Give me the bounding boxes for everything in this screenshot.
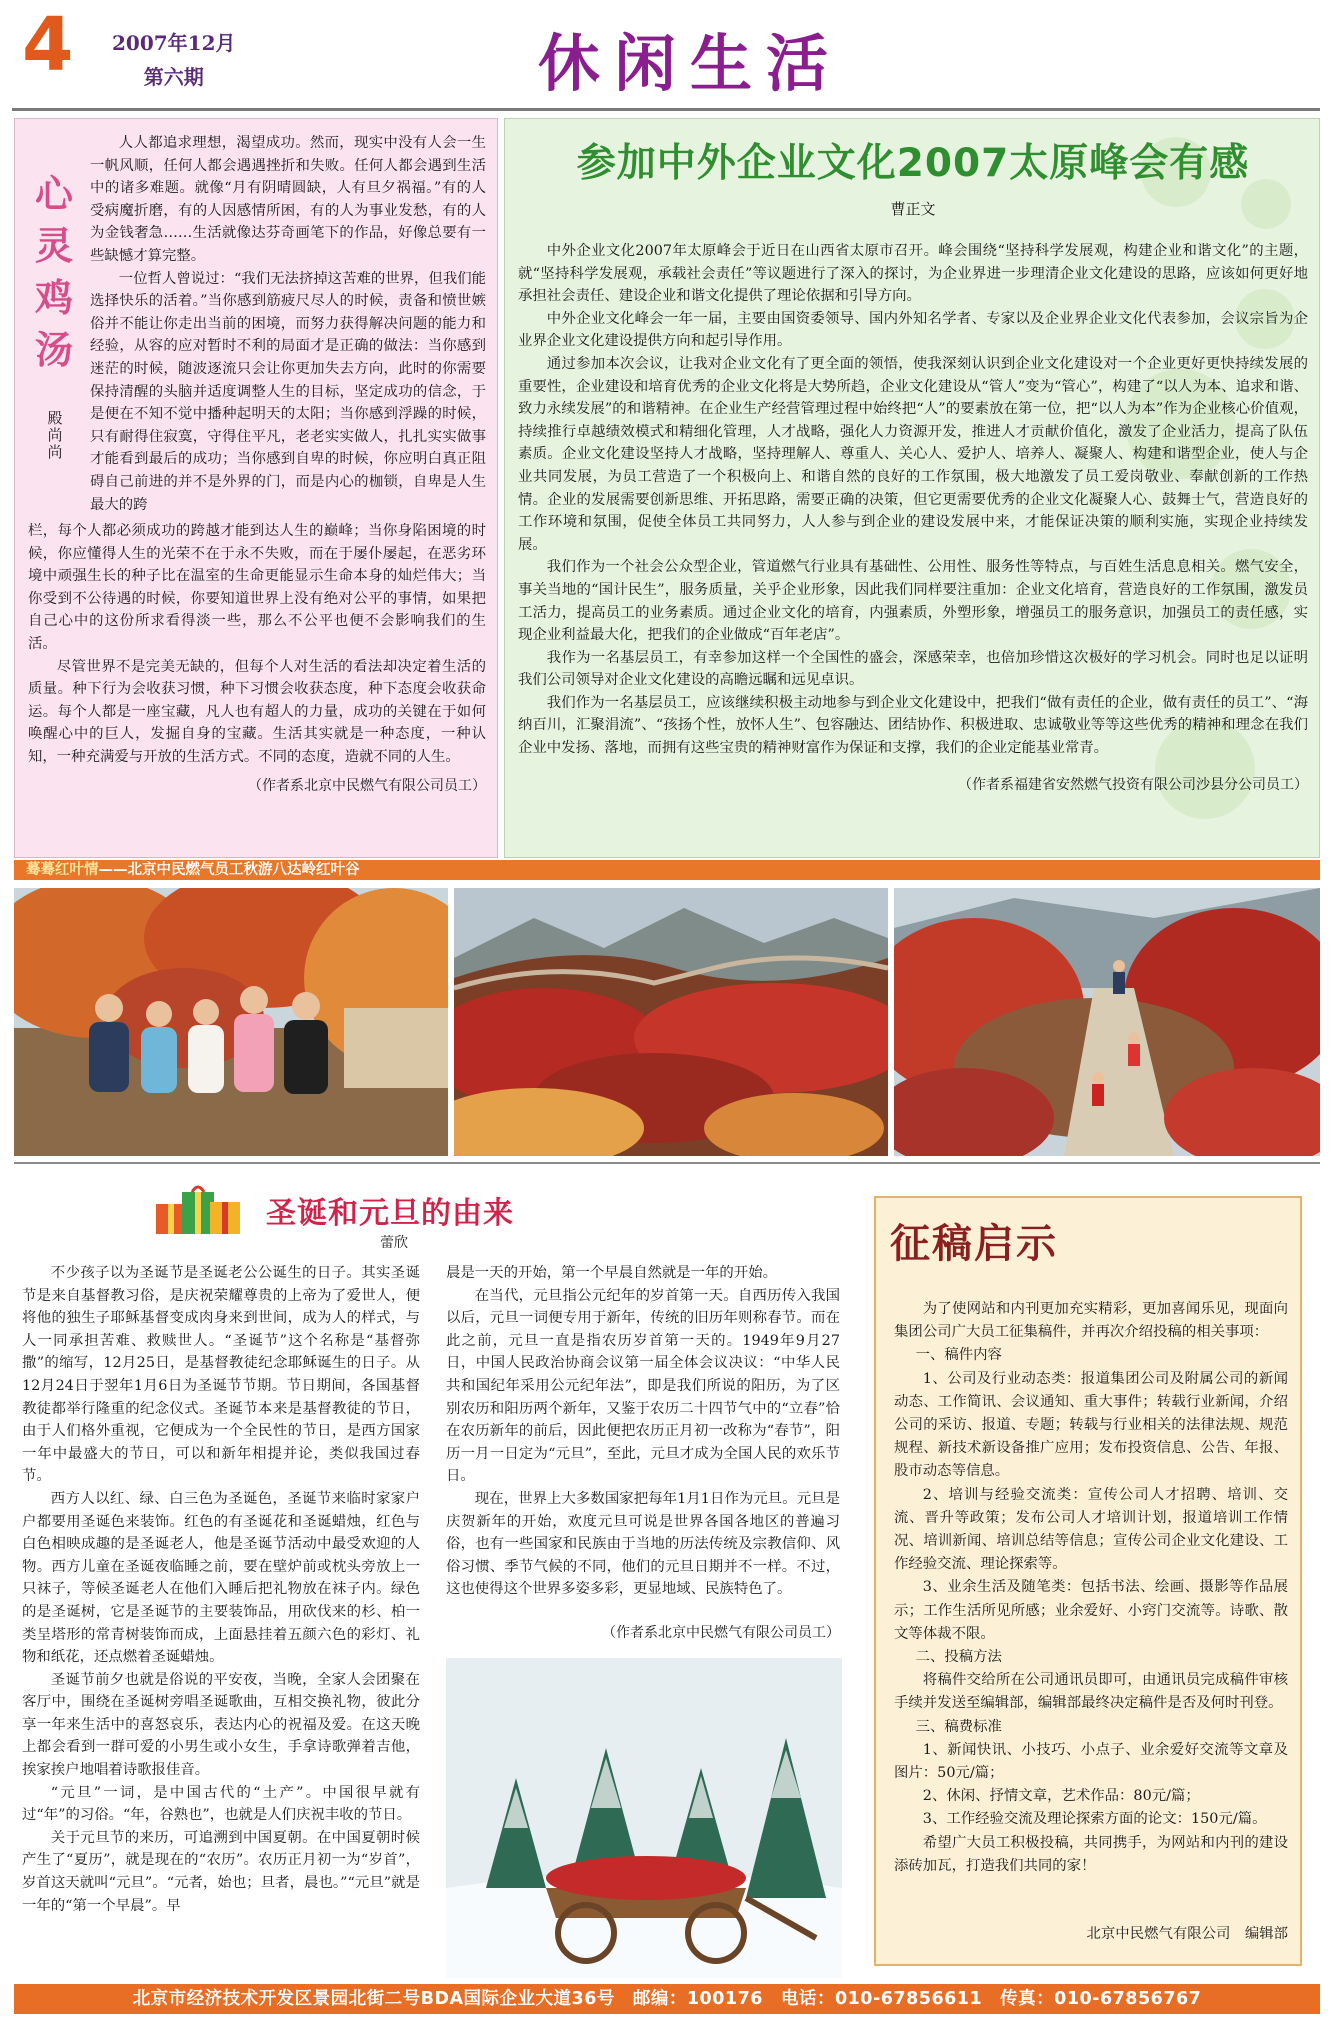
winter-cart-illustration bbox=[446, 1658, 842, 1978]
paragraph: 尽管世界不是完美无缺的，但每个人对生活的看法却决定着生活的质量。种下行为会收获习惯，种下习惯会收获态度，种下态度会收获命运。每个人都是一座宝藏，凡人也有超人的力量，成功的关键在于如何唤醒心中的巨人，发掘自身的宝藏。生活其实就是一种态度，一种认知，一种充满爱与开放的生活方式。不同的态度，造就不同的人生。 bbox=[28, 658, 486, 765]
call-for-submissions-body bbox=[894, 1298, 1288, 1878]
header-divider bbox=[12, 108, 1320, 111]
paragraph: 2、培训与经验交流类：宣传公司人才招聘、培训、交流、晋升等政策；发布公司人才培训计划，报道培训工作情况、培训新闻、培训总结等信息；宣传公司企业文化建设、工作经验交流、理论探索等。 bbox=[894, 1486, 1288, 1573]
paragraph: 人人都追求理想，渴望成功。然而，现实中没有人会一生一帆风顺，任何人都会遇遇挫折和失败。任何人都会遇到生活中的诸多难题。就像“月有阴晴圆缺，人有旦夕祸福。”有的人受病魔折磨，有的人因感情所困，有的人为事业发愁，有的人为金钱奢急……生活就像达芬奇画笔下的作品，好像总要有一些缺憾才算完整。 bbox=[90, 135, 486, 264]
paragraph: 关于元旦节的来历，可追溯到中国夏朝。在中国夏朝时候产生了“夏历”，就是现在的“农历”。农历正月初一为“岁首”，岁首这天就叫“元旦”。“元者，始也；旦者，晨也。”“元旦”就是一年的“第一个早晨”。早 bbox=[22, 1829, 420, 1914]
paragraph: “元旦”一词，是中国古代的“土产”。中国很早就有过“年”的习俗。“年，谷熟也”，也就是人们庆祝丰收的节日。 bbox=[22, 1784, 420, 1824]
page-number: 4 bbox=[22, 2, 74, 88]
paragraph: 我们作为一名基层员工，应该继续积极主动地参与到企业文化建设中，把我们“做有责任的企业，做有责任的员工”、“海纳百川，汇聚涓流”、“孩扬个性，放怀人生”、包容融达、团结协作、积极进取、忠诚敬业等等这些优秀的精神和理念在我们企业中发扬、落地，而拥有这些宝贵的精神财富作为保证和支撑，我们的企业定能基业常青。 bbox=[518, 694, 1308, 757]
issue-date-block bbox=[112, 26, 236, 94]
paragraph: 中外企业文化2007年太原峰会于近日在山西省太原市召开。峰会围绕“坚持科学发展观，构建企业和谐文化”的主题，就“坚持科学发展观，承载社会责任”等议题进行了深入的探讨，为企业界进一步理清企业文化建设的思路，应该如何更好地承担社会责任、建设企业和谐文化提供了理论依据和引导方向。 bbox=[518, 243, 1308, 305]
soul-column-author: 殿尚尚 bbox=[47, 409, 63, 461]
section-masthead: 休闲生活 bbox=[537, 27, 842, 100]
paragraph: 1、公司及行业动态类：报道集团公司及附属公司的新闻动态、工作简讯、会议通知、重大事件；转载行业新闻，介绍公司的采访、报道、专题；转载与行业相关的法律法规、规范规程、新技术新设备推广应用；发布投资信息、公告、年报、股市动态等信息。 bbox=[894, 1370, 1288, 1480]
paragraph: 通过参加本次会议，让我对企业文化有了更全面的领悟，使我深刻认识到企业文化建设对一个企业更好更快持续发展的重要性，企业建设和培育优秀的企业文化将是大势所趋，企业文化建设从“管人”变为“管心”，构建了“以人为本、追求和谐、致力永续发展”的和谐精神。在企业生产经营管理过程中始终把“人”的要素放在第一位，把“以人为本”作为企业核心价值观，持续推行卓越绩效模式和精细化管理，人才战略，强化人力资源开发，推进人才贡献价值化，激发了企业活力，提高了队伍素质。企业文化建设坚持人才战略，坚持理解人、尊重人、关心人、爱护人、培养人、凝聚人、构建和谐型企业，使人与企业共同发展，为员工营造了一个积极向上、和谐自然的良好的工作氛围，极大地激发了员工爱岗敬业、奉献创新的工作热情。企业的发展需要创新思维、开拓思路，需要正确的决策，但它更需要优秀的企业文化凝聚人心、鼓舞士气，营造良好的工作环境和氛围，促使全体员工共同努力，人人参与到企业的建设发展中来，才能保证决策的顺利实施，实现企业持续发展。 bbox=[518, 355, 1308, 553]
soul-column-body-top bbox=[90, 132, 486, 516]
photo-caption-highlight: 蓦蓦红叶情 bbox=[26, 862, 99, 878]
paragraph: 西方人以红、绿、白三色为圣诞色，圣诞节来临时家家户户都要用圣诞色来装饰。红色的有圣诞花和圣诞蜡烛，红色与白色相映成趣的是圣诞老人，他是圣诞节活动中最受欢迎的人物。西方儿童在圣诞夜临睡之前，要在壁炉前或枕头旁放上一只袜子，等候圣诞老人在他们入睡后把礼物放在袜子内。绿色的是圣诞树，它是圣诞节的主要装饰品，用砍伐来的杉、柏一类呈塔形的常青树装饰而成，上面悬挂着五颜六色的彩灯、礼物和纸花，还点燃着圣诞蜡烛。 bbox=[22, 1490, 420, 1666]
section-divider bbox=[14, 1162, 1320, 1164]
soul-column-body-bottom bbox=[28, 520, 486, 797]
paragraph: 在当代，元旦指公元纪年的岁首第一天。自西历传入我国以后，元旦一词便专用于新年，传统的旧历年则称春节。而在此之前，元旦一直是指农历岁首第一天的。1949年9月27日，中国人民政治协商会议第一届全体会议决议：“中华人民共和国纪年采用公元纪年法”，即是我们所说的阳历，为了区别农历和阳历两个新年，又鉴于农历二十四节气中的“立春”恰在农历新年的前后，因此便把农历正月初一改称为“春节”，阳历一月一日定为“元旦”，至此，元旦才成为全国人民的欢乐节日。 bbox=[446, 1287, 840, 1485]
soul-column-title: 心灵鸡汤 bbox=[34, 172, 73, 372]
paragraph: 将稿件交给所在公司通讯员即可，由通讯员完成稿件审核手续并发送至编辑部，编辑部最终决定稿件是否及何时刊登。 bbox=[894, 1672, 1288, 1712]
christmas-article-col1 bbox=[22, 1262, 420, 1917]
feature-article-title: 参加中外企业文化2007太原峰会有感 bbox=[576, 141, 1250, 186]
paragraph: 圣诞节前夕也就是俗说的平安夜，当晚，全家人会团聚在客厅中，围绕在圣诞树旁唱圣诞歌曲，互相交换礼物，彼此分享一年来生活中的喜怒哀乐，表达内心的祝福及爱。在这天晚上都会看到一群可爱的小男生或小女生，手拿诗歌弹着吉他，挨家挨户地唱着诗歌报佳音。 bbox=[22, 1671, 420, 1779]
paragraph: 栏，每个人都必须成功的跨越才能到达人生的巅峰；当你身陷困境的时候，你应懂得人生的光荣不在于永不失败，而在于屡仆屡起，在恶劣环境中顽强生长的种子比在温室的生命更能显示生命本身的灿烂伟大；当你受到不公待遇的时候，你要知道世界上没有绝对公平的事情，如果把自己心中的这份所求看得淡一些，那么不公平也便不会影响我们的生活。 bbox=[28, 523, 486, 652]
paragraph: 希望广大员工积极投稿，共同携手，为网站和内刊的建设添砖加瓦，打造我们共同的家！ bbox=[894, 1834, 1288, 1874]
paragraph: 3、业余生活及随笔类：包括书法、绘画、摄影等作品展示；工作生活所见所感；业余爱好、小窍门交流等。诗歌、散文等体裁不限。 bbox=[894, 1579, 1288, 1642]
feature-article-signature: （作者系福建省安然燃气投资有限公司沙县分公司员工） bbox=[958, 776, 1308, 793]
paragraph: 一位哲人曾说过：“我们无法挤掉这苦难的世界，但我们能选择快乐的活着。”当你感到筋疲尺尽人的时候，责备和愤世嫉俗并不能让你走出当前的困境，而努力获得解决问题的能力和经验，从容的应对暂时不利的局面才是正确的做法：当你感到迷茫的时候，随波逐流只会让你更加失去方向，此时的你需要保持清醒的头脑并适度调整人生的目标，坚定成功的信念，于是便在不知不觉中播种起明天的太阳；当你感到浮躁的时候，只有耐得住寂寞，守得住平凡，老老实实做人，扎扎实实做事才能看到最后的成功；当你感到自卑的时候，你应明白真正阻碍自己前进的并不是外界的门，而是内心的枷锁，自卑是人生最大的跨 bbox=[90, 270, 486, 513]
photo-caption bbox=[26, 860, 360, 880]
paragraph: 中外企业文化峰会一年一届，主要由国资委领导、国内外知名学者、专家以及企业界企业文化代表参加，会议宗旨为企业界企业文化建设提供方向和起引导作用。 bbox=[518, 310, 1308, 350]
christmas-article-signature: （作者系北京中民燃气有限公司员工） bbox=[602, 1625, 840, 1641]
issue-number: 第六期 bbox=[143, 65, 204, 89]
paragraph: 不少孩子以为圣诞节是圣诞老公公诞生的日子。其实圣诞节是来自基督教习俗，是庆祝荣耀尊贵的上帝为了爱世人，便将他的独生子耶稣基督变成肉身来到世间，成为人的样式，与人一同承担苦难、救赎世人。“圣诞节”这个名称是“基督弥撒”的缩写，12月25日，是基督教徒纪念耶稣诞生的日子。从12月24日于翌年1月6日为圣诞节节期。节日期间，各国基督教徒都举行隆重的纪念仪式。圣诞节本来是基督教徒的节日，由于人们格外重视，它便成为一个全民性的节日，是西方国家一年中最盛大的节日，可以和新年相提并论，类似我国过春节。 bbox=[22, 1265, 420, 1485]
christmas-article-title: 圣诞和元旦的由来 bbox=[266, 1196, 514, 1231]
section-heading: 一、稿件内容 bbox=[915, 1347, 1002, 1364]
paragraph: 1、新闻快讯、小技巧、小点子、业余爱好交流等文章及图片：50元/篇； bbox=[894, 1741, 1288, 1782]
issue-date: 2007年12月 bbox=[112, 31, 236, 55]
paragraph: 我作为一名基层员工，有幸参加这样一个全国性的盛会，深感荣幸，也倍加珍惜这次极好的学习机会。同时也足以证明我们公司领导对企业文化建设的高瞻远瞩和远见卓识。 bbox=[518, 649, 1308, 689]
group-photo bbox=[14, 888, 448, 1156]
gift-boxes-icon bbox=[154, 1182, 244, 1238]
call-for-submissions-signature: 北京中民燃气有限公司 编辑部 bbox=[1086, 1926, 1288, 1942]
paragraph: 我们作为一个社会公众型企业，管道燃气行业具有基础性、公用性、服务性等特点，与百姓生活息息相关。燃气安全，事关当地的“国计民生”，服务质量，关乎企业形象，因此我们同样要注重加：企业文化培育，营造良好的工作氛围，激发员工活力，提高员工的业务素质。通过企业文化的培育，内强素质，外塑形象，增强员工的服务意识，加强员工的责任感，实现企业利益最大化，把我们的企业做成“百年老店”。 bbox=[518, 559, 1308, 644]
section-heading: 二、投稿方法 bbox=[915, 1649, 1002, 1666]
call-for-submissions-title: 征稿启示 bbox=[890, 1221, 1058, 1267]
paragraph: 现在，世界上大多数国家把每年1月1日作为元旦。元旦是庆贺新年的开始，欢度元旦可说是世界各国各地区的普遍习俗，也有一些国家和民族由于当地的历法传统及宗教信仰、风俗习惯、季节气候的不同，他们的元旦日期并不一样。不过，这也使得这个世界多姿多彩，更显地域、民族特色了。 bbox=[446, 1490, 840, 1598]
photo-caption-rest: ——北京中民燃气员工秋游八达岭红叶谷 bbox=[98, 862, 360, 878]
paragraph: 2、休闲、抒情文章，艺术作品：80元/篇； bbox=[922, 1788, 1200, 1805]
paragraph: 为了使网站和内刊更加充实精彩，更加喜闻乐见，现面向集团公司广大员工征集稿件，并再次介绍投稿的相关事项： bbox=[894, 1301, 1288, 1341]
feature-article-author: 曹正文 bbox=[890, 200, 936, 218]
paragraph: 3、工作经验交流及理论探索方面的论文：150元/篇。 bbox=[922, 1811, 1267, 1828]
footer-contact-bar: 北京市经济技术开发区景园北街二号BDA国际企业大道36号 邮编：100176 电话：010-67856611 传真：010-67856767 bbox=[14, 1984, 1320, 2014]
soul-column-signature: （作者系北京中民燃气有限公司员工） bbox=[248, 777, 486, 794]
red-leaf-valley-photo bbox=[894, 888, 1320, 1156]
christmas-article-author: 蕾欣 bbox=[380, 1235, 408, 1251]
photo-caption-bar bbox=[14, 860, 1320, 880]
feature-article-body bbox=[518, 240, 1308, 796]
section-heading: 三、稿费标准 bbox=[915, 1718, 1002, 1735]
paragraph: 晨是一天的开始，第一个早晨自然就是一年的开始。 bbox=[446, 1265, 777, 1281]
great-wall-photo bbox=[454, 888, 888, 1156]
christmas-article-col2 bbox=[446, 1262, 840, 1601]
